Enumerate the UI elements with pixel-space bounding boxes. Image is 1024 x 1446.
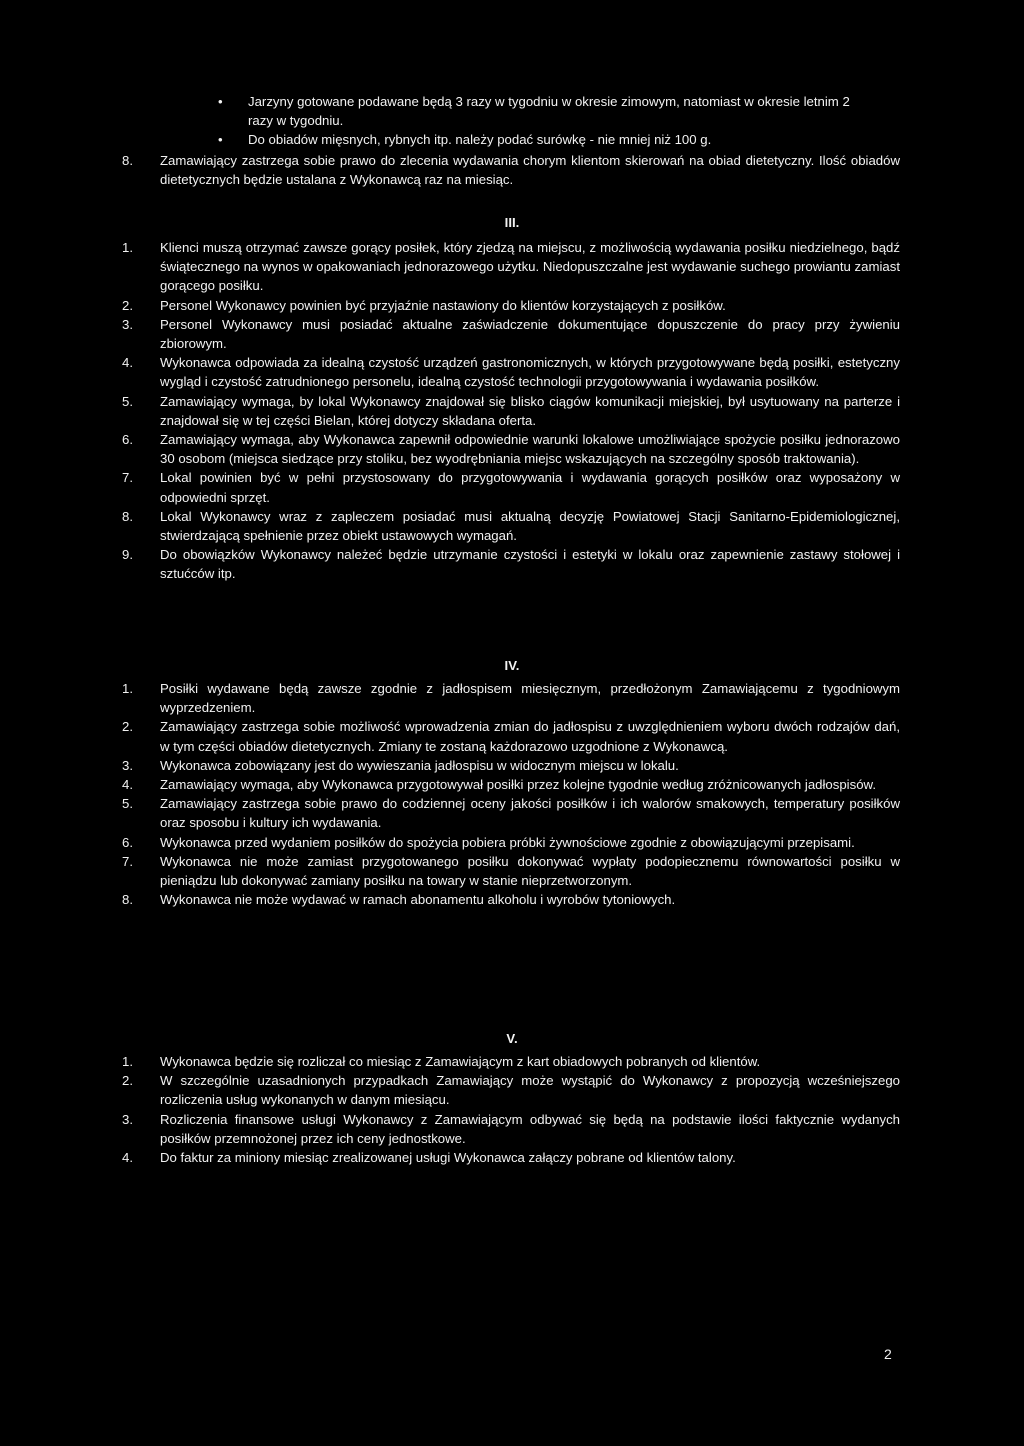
item-text: Wykonawca odpowiada za idealną czystość urządzeń gastronomicznych, w których przygotowywane będą posiłki, estetyczny wygląd i czystość zatrudnionego personelu, idealną czystość technologii przygotowywania i wydawania posiłków. xyxy=(160,355,900,390)
list-item xyxy=(0,852,900,890)
section-v-list xyxy=(0,1052,1024,1167)
item-number: 6. xyxy=(122,834,133,850)
item-text: Lokal Wykonawcy wraz z zapleczem posiadać musi aktualną decyzję Powiatowej Stacji Sanitarno-Epidemiologicznej, stwierdzającą spełnienie przez obiekt ustawowych wymagań. xyxy=(160,508,900,544)
list-item xyxy=(0,833,900,852)
list-item xyxy=(0,151,900,189)
list-item xyxy=(0,430,900,468)
list-item xyxy=(0,1110,900,1148)
item-number: 1. xyxy=(122,240,133,255)
list-item xyxy=(0,296,900,315)
item-number: 2. xyxy=(122,1073,133,1089)
item-number: 4. xyxy=(122,777,133,793)
item-text: Wykonawca nie może wydawać w ramach abonamentu alkoholu i wyrobów tytoniowych. xyxy=(160,892,676,908)
list-item xyxy=(0,679,900,717)
item-text: Do faktur za miniony miesiąc zrealizowanej usługi Wykonawca załączy pobrane od klientów talony. xyxy=(160,1150,736,1166)
bullet-list xyxy=(0,92,1024,150)
section-ii-tail-list xyxy=(0,151,1024,189)
item-text: Posiłki wydawane będą zawsze zgodnie z jadłospisem miesięcznym, przedłożonym Zamawiającemu z tygodniowym wyprzedzeniem. xyxy=(160,681,900,716)
section-v-heading: V. xyxy=(506,1031,518,1046)
item-text: Lokal powinien być w pełni przystosowany do przygotowywania i wydawania gorących posiłków oraz wyposażony w odpowiedni sprzęt. xyxy=(160,470,900,505)
list-item xyxy=(0,717,900,755)
list-item xyxy=(0,353,900,391)
list-item xyxy=(0,1148,900,1167)
item-number: 8. xyxy=(122,892,133,908)
list-item xyxy=(0,1071,900,1109)
item-number: 7. xyxy=(122,470,133,486)
item-text: W szczególnie uzasadnionych przypadkach Zamawiający może wystąpić do Wykonawcy z propozycją wcześniejszego rozliczenia usług wykonanych w danym miesiącu. xyxy=(160,1073,900,1108)
list-item xyxy=(0,392,900,430)
item-number: 4. xyxy=(122,1150,133,1166)
item-text: Rozliczenia finansowe usługi Wykonawcy z Zamawiającym odbywać się będą na podstawie ilości faktycznie wydanych posiłków przemnożonej przez ich ceny jednostkowe. xyxy=(160,1111,900,1146)
item-number: 1. xyxy=(122,681,133,696)
item-text: Zamawiający wymaga, aby Wykonawca przygotowywał posiłki przez kolejne tygodnie według zróżnicowanych jadłospisów. xyxy=(160,777,877,793)
item-number: 3. xyxy=(122,757,133,773)
item-number: 3. xyxy=(122,316,133,332)
bullet-item: • Do obiadów mięsnych, rybnych itp. należy podać surówkę - nie mniej niż 100 g. xyxy=(0,130,858,149)
section-iv-heading: IV. xyxy=(504,658,520,673)
item-text: Zamawiający wymaga, aby Wykonawca zapewnił odpowiednie warunki lokalowe umożliwiające spożycie posiłku jednorazowo 30 osobom (miejsca siedzące przy stoliku, bez wyodrębniania miejsc wskazujących na szczególny sposób traktowania). xyxy=(160,432,900,467)
item-number: 2. xyxy=(122,297,133,313)
item-text: Personel Wykonawcy musi posiadać aktualne zaświadczenie dokumentujące dopuszczenie do pracy przy żywieniu zbiorowym. xyxy=(160,316,900,352)
list-item xyxy=(0,1052,900,1071)
item-text: Wykonawca przed wydaniem posiłków do spożycia pobiera próbki żywnościowe zgodnie z obowiązującymi przepisami. xyxy=(160,834,855,850)
item-number: 8. xyxy=(122,508,133,524)
item-number: 5. xyxy=(122,393,133,409)
item-number: 8. xyxy=(122,153,133,168)
item-text: Zamawiający zastrzega sobie możliwość wprowadzenia zmian do jadłospisu z uwzględnieniem wyboru dwóch rodzajów dań, w tym części obiadów dietetycznych. Zmiany te zostaną każdorazowo uzgodnione z Wykonawcą. xyxy=(160,719,900,754)
section-iv-list xyxy=(0,679,1024,909)
item-number: 9. xyxy=(122,547,133,563)
list-item xyxy=(0,468,900,506)
list-item xyxy=(0,794,900,832)
item-text: Personel Wykonawcy powinien być przyjaźnie nastawiony do klientów korzystających z posiłków. xyxy=(160,297,726,313)
section-iii-list xyxy=(0,238,1024,584)
item-number: 2. xyxy=(122,719,133,735)
list-item xyxy=(0,238,900,296)
item-text: Wykonawca zobowiązany jest do wywieszania jadłospisu w widocznym miejscu w lokalu. xyxy=(160,757,679,773)
item-text: Wykonawca będzie się rozliczał co miesiąc z Zamawiającym z kart obiadowych pobranych od klientów. xyxy=(160,1054,761,1069)
item-number: 4. xyxy=(122,355,133,371)
item-number: 7. xyxy=(122,853,133,869)
item-text: Zamawiający zastrzega sobie prawo do codziennej oceny jakości posiłków i ich walorów smakowych, temperatury posiłków oraz sposobu i kultury ich wydawania. xyxy=(160,796,900,831)
list-item xyxy=(0,545,900,583)
item-text: Do obowiązków Wykonawcy należeć będzie utrzymanie czystości i estetyki w lokalu oraz zapewnienie zastawy stołowej i sztućców itp. xyxy=(160,547,900,582)
item-number: 1. xyxy=(122,1054,133,1069)
item-number: 5. xyxy=(122,796,133,812)
list-item xyxy=(0,890,900,909)
item-number: 3. xyxy=(122,1111,133,1127)
bullet-item: • Jarzyny gotowane podawane będą 3 razy w tygodniu w okresie zimowym, natomiast w okresie letnim 2 razy w tygodniu. xyxy=(0,92,858,130)
list-item xyxy=(0,315,900,353)
list-item xyxy=(0,775,900,794)
list-item xyxy=(0,507,900,545)
page-number: 2 xyxy=(884,1346,892,1362)
item-text: Zamawiający zastrzega sobie prawo do zlecenia wydawania chorym klientom skierowań na obiad dietetyczny. Ilość obiadów dietetycznych będzie ustalana z Wykonawcą raz na miesiąc. xyxy=(160,153,900,188)
list-item xyxy=(0,756,900,775)
section-iii-heading: III. xyxy=(504,215,520,230)
item-text: Zamawiający wymaga, by lokal Wykonawcy znajdował się blisko ciągów komunikacji miejskiej, był usytuowany na parterze i znajdował się w tej części Bielan, której dotyczy składana oferta. xyxy=(160,393,900,428)
item-number: 6. xyxy=(122,432,133,448)
item-text: Klienci muszą otrzymać zawsze gorący posiłek, który zjedzą na miejscu, z możliwością wydawania posiłku niedzielnego, bądź świątecznego na wynos w opakowaniach jednorazowego użytku. Niedopuszczalne jest wydawanie suchego prowiantu zamiast gorącego posiłku. xyxy=(160,240,900,294)
item-text: Wykonawca nie może zamiast przygotowanego posiłku dokonywać wypłaty podopiecznemu równowartości posiłku w pieniądzu lub dokonywać zamiany posiłku na towary w stanie nieprzetworzonym. xyxy=(160,853,900,889)
